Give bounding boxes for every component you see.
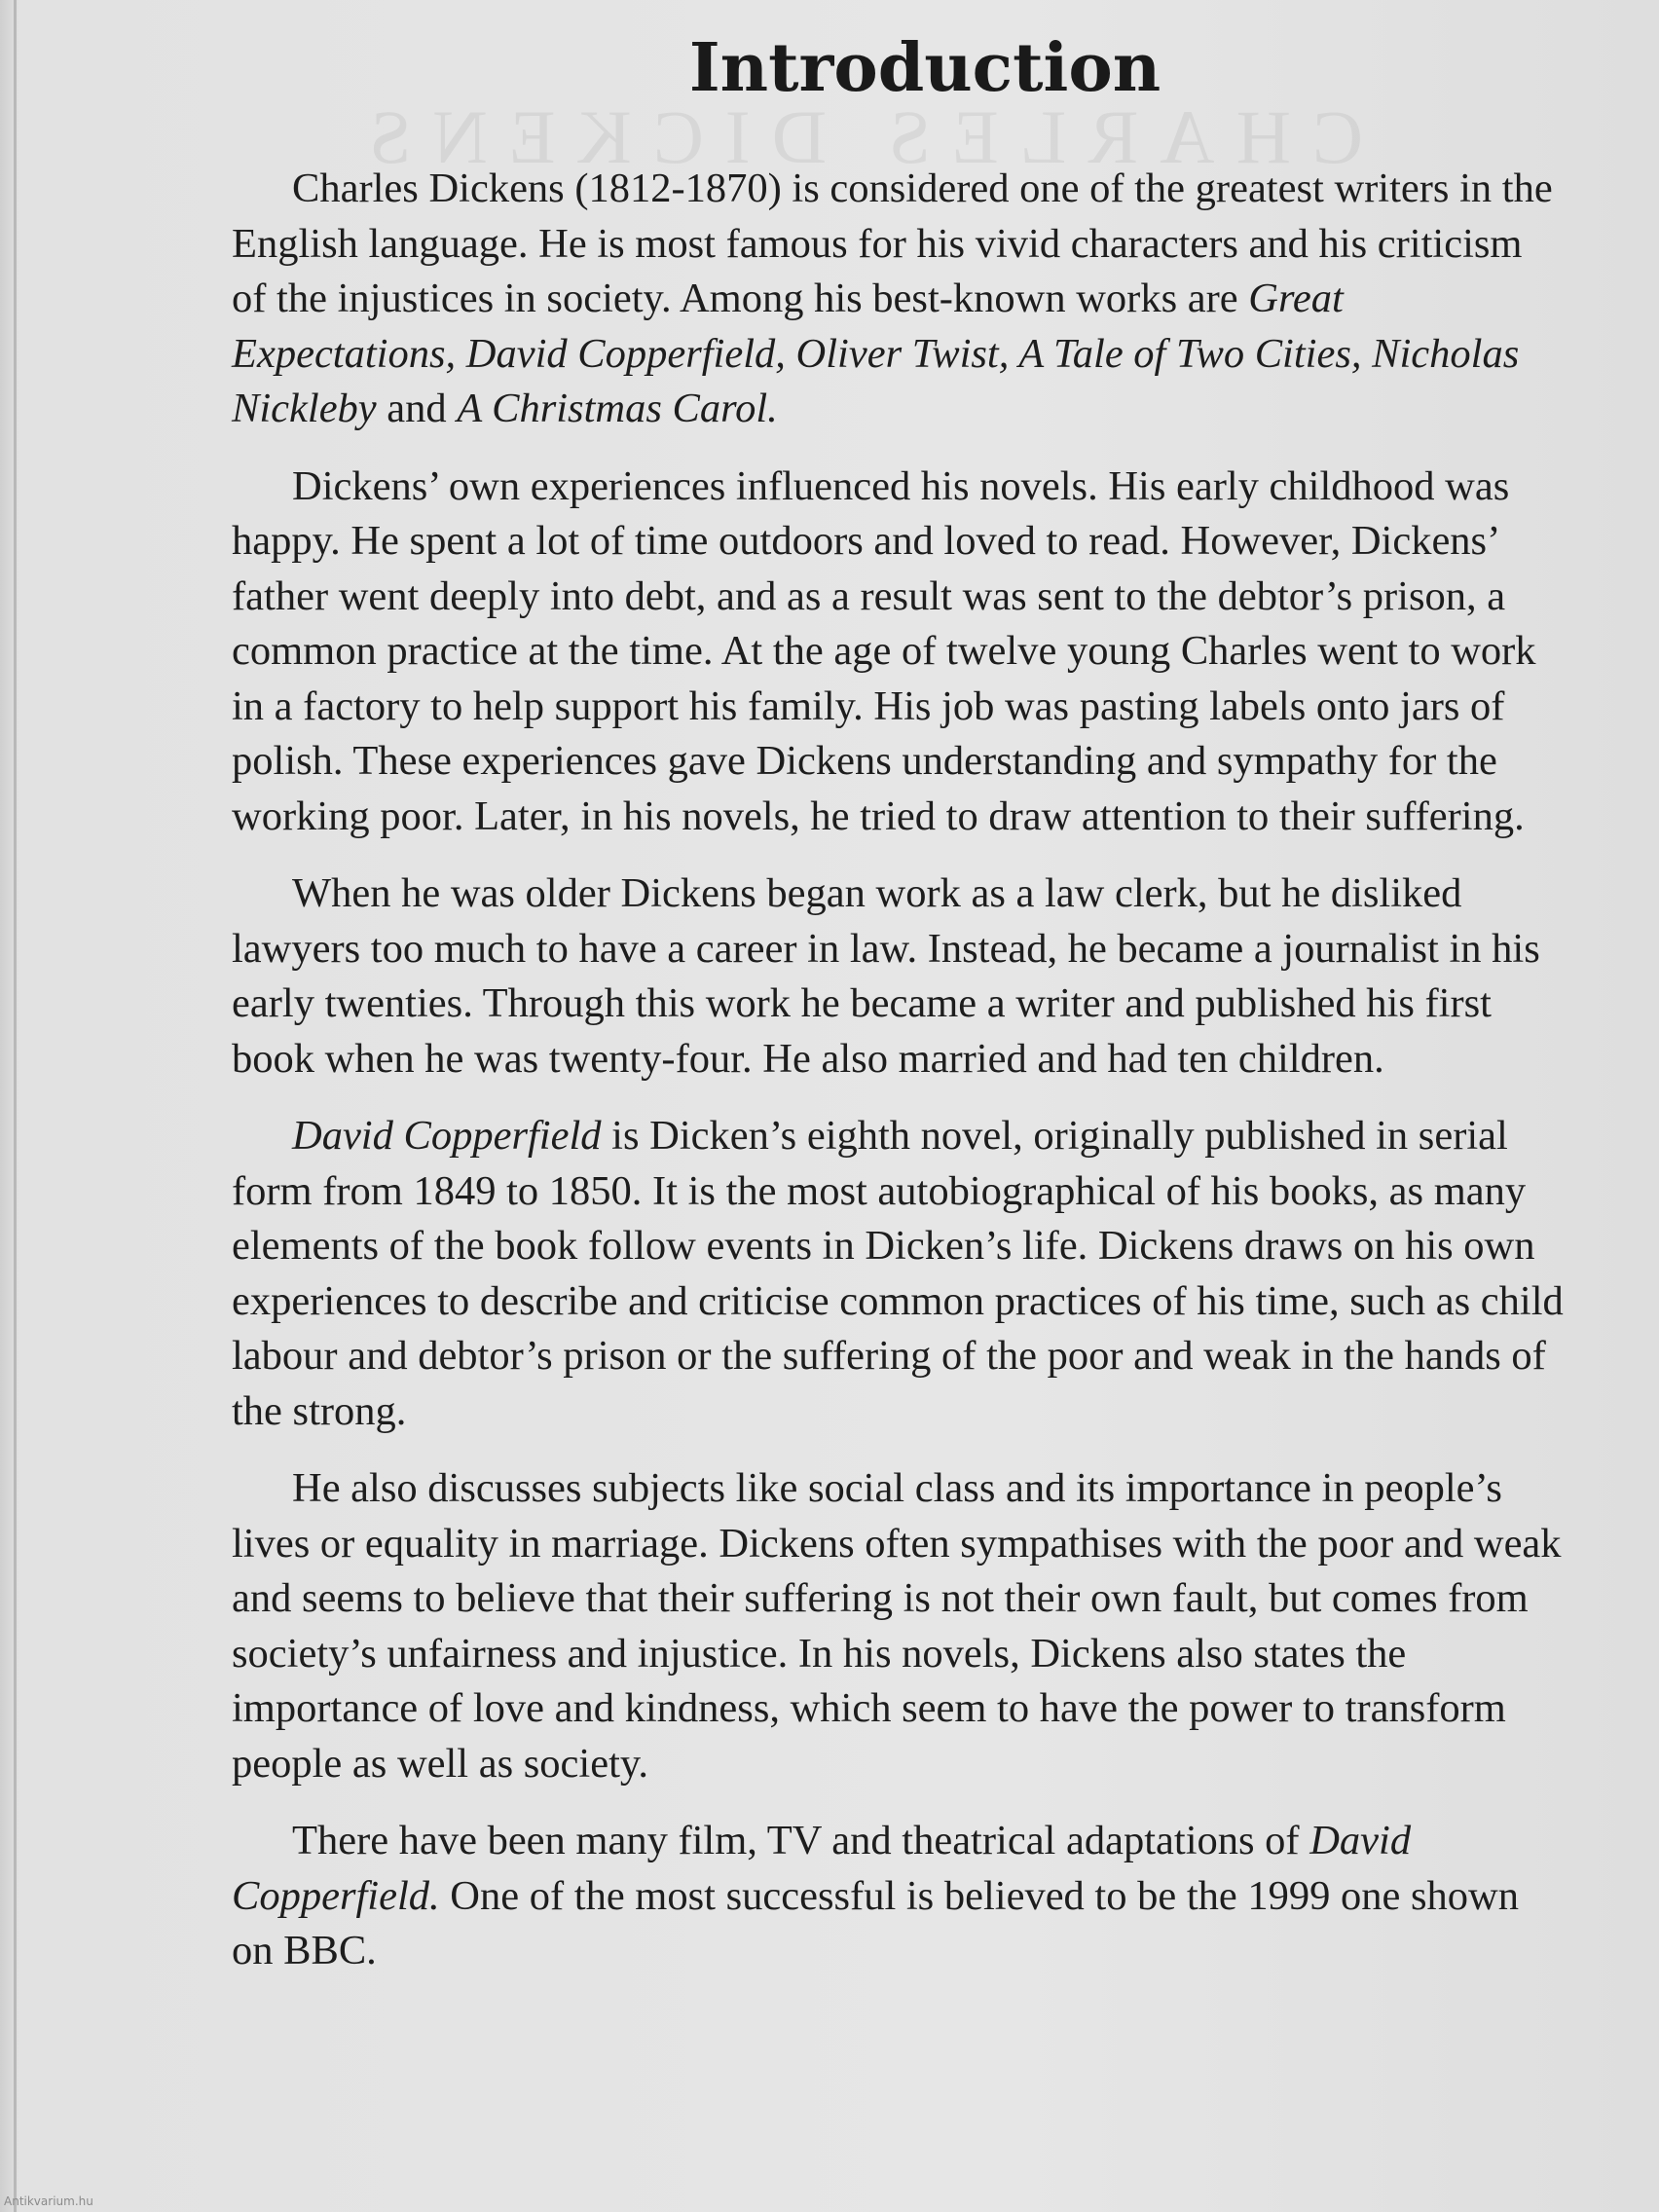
show-through-text: CHARLES DICKENS — [348, 94, 1363, 179]
introduction-body — [232, 162, 1566, 1979]
watermark: Antikvarium.hu — [4, 2194, 93, 2208]
paragraph-4 — [232, 1109, 1566, 1439]
paragraph-5 — [232, 1461, 1566, 1791]
italic-title-text: Great Expectations, David Copperfield, Oliver Twist, A Tale of Two Cities, Nicholas Nickleby — [232, 276, 1520, 431]
paragraph-1 — [232, 162, 1566, 437]
paragraph-text: One of the most successful is believed to be the 1999 one shown on BBC. — [232, 1872, 1519, 1973]
paragraph-text: Charles Dickens (1812-1870) is considered one of the greatest writers in the English language. He is most famous for his vivid characters and his criticism of the injustices in society. Among his best-known works are — [232, 166, 1553, 321]
paragraph-text: and — [376, 386, 458, 431]
page-title: Introduction — [688, 29, 1161, 107]
italic-title-text: A Christmas Carol. — [457, 386, 778, 431]
paragraph-text: He also discusses subjects like social class and its importance in people’s lives or equality in marriage. Dickens often sympathises with the poor and weak and seems to believe that their suffering is not their own fault, but comes from society’s unfairness and injustice. In his novels, Dickens also states the importance of love and kindness, which seem to have the power to transform people as well as society. — [232, 1465, 1562, 1787]
paragraph-text: When he was older Dickens began work as a law clerk, but he disliked lawyers too much to have a career in law. Instead, he became a journalist in his early twenties. Through this work he became a writer and published his first book when he was twenty-four. He also married and had ten children. — [232, 870, 1540, 1082]
paragraph-6 — [232, 1814, 1566, 1979]
page-edge — [14, 0, 17, 2212]
paragraph-text: Dickens’ own experiences influenced his novels. His early childhood was happy. He spent a lot of time outdoors and loved to read. However, Dickens’ father went deeply into debt, and as a result was sent to the debtor’s prison, a common practice at the time. At the age of twelve young Charles went to work in a factory to help support his family. His job was pasting labels onto jars of polish. These experiences gave Dickens understanding and sympathy for the working poor. Later, in his novels, he tried to draw attention to their suffering. — [232, 462, 1536, 839]
italic-title-text: David Copperfield. — [232, 1818, 1412, 1919]
paragraph-3 — [232, 866, 1566, 1087]
italic-title-text: David Copperfield — [292, 1113, 602, 1159]
paragraph-2 — [232, 460, 1566, 845]
paragraph-text: is Dicken’s eighth novel, originally published in serial form from 1849 to 1850. It is the most autobiographical of his books, as many elements of the book follow events in Dicken’s life. Dickens draws on his own experiences to describe and criticise common practices of his time, such as child labour and debtor’s prison or the suffering of the poor and weak in the hands of the strong. — [232, 1113, 1564, 1434]
paragraph-text: There have been many film, TV and theatrical adaptations of — [292, 1818, 1310, 1863]
